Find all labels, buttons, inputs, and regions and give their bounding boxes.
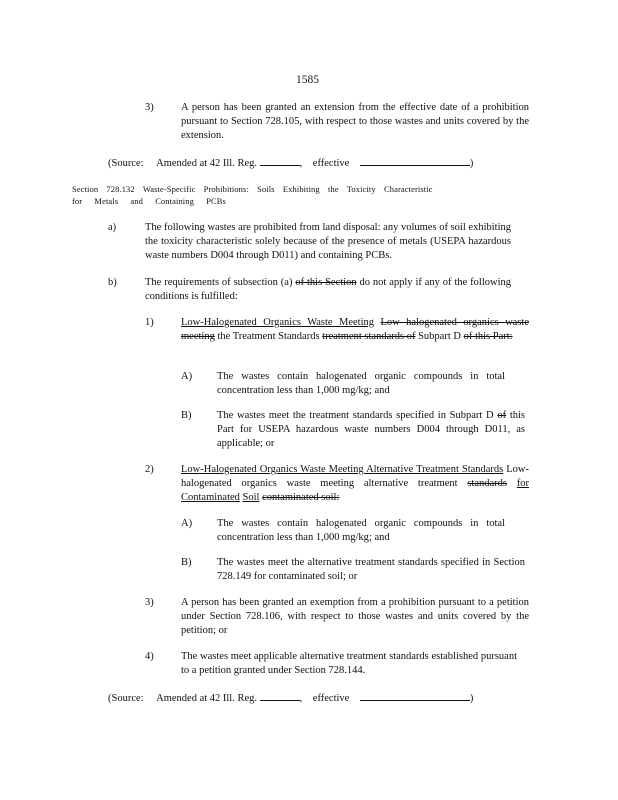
item-number: a) bbox=[108, 222, 117, 233]
item-text bbox=[181, 463, 529, 505]
section-heading-line-2: for Metals and Containing PCBs bbox=[72, 196, 226, 206]
struck-text: Low halogenated organics waste meeting bbox=[181, 317, 530, 342]
struck-text: contaminated soil: bbox=[262, 492, 340, 503]
item-text: A person has been granted an exemption from a prohibition pursuant to a petition under Section 728.106, with respect to those wastes and units covered by the petition; or bbox=[181, 597, 529, 636]
section-heading-line-1: Section 728.132 Waste-Specific Prohibitions: Soils Exhibiting the Toxicity Characteristic bbox=[72, 184, 433, 194]
text-run: the Treatment Standards bbox=[217, 331, 320, 342]
item-text: The wastes meet the alternative treatment standards specified in Section 728.149 for contaminated soil; or bbox=[217, 557, 525, 582]
register-blank[interactable] bbox=[260, 155, 300, 166]
source-effective: effective bbox=[312, 158, 350, 169]
struck-text: of bbox=[497, 410, 507, 421]
underlined-text: Contaminated bbox=[181, 492, 240, 503]
item-number: 2) bbox=[145, 464, 154, 475]
item-number: 3) bbox=[145, 102, 154, 113]
underlined-text: for bbox=[516, 478, 530, 489]
text-run: Low-halogenated organics waste meeting alternative treatment bbox=[181, 464, 529, 489]
source-amended: Amended at 42 Ill. Reg. bbox=[156, 693, 258, 704]
effective-date-blank[interactable] bbox=[360, 690, 470, 701]
item-number: 1) bbox=[145, 317, 154, 328]
source-label: (Source: bbox=[108, 693, 144, 704]
text-run: do not apply if any of the following conditions is fulfilled: bbox=[145, 277, 512, 302]
text-run: The wastes meet the treatment standards specified in Subpart D bbox=[217, 410, 494, 421]
struck-text: of this Section bbox=[295, 277, 357, 288]
register-blank[interactable] bbox=[260, 690, 300, 701]
underlined-text: Soil bbox=[242, 492, 260, 503]
item-number: B) bbox=[181, 410, 192, 421]
item-number: b) bbox=[108, 277, 117, 288]
source-label: (Source: bbox=[108, 158, 144, 169]
item-text: The wastes contain halogenated organic compounds in total concentration less than 1,000 mg/kg; and bbox=[217, 371, 505, 396]
item-text: A person has been granted an extension from the effective date of a prohibition pursuant to Section 728.105, with respect to those wastes and units covered by the extension. bbox=[181, 102, 529, 141]
item-number: A) bbox=[181, 518, 193, 529]
item-text: The following wastes are prohibited from land disposal: any volumes of soil exhibiting the toxicity characteristic solely because of the presence of metals (USEPA hazardous waste numbers D004 through D011) and containing PCBs. bbox=[145, 222, 511, 261]
underlined-text: Low-Halogenated Organics Waste Meeting Alternative Treatment Standards bbox=[181, 464, 504, 475]
item-number: 4) bbox=[145, 651, 154, 662]
struck-text: of this Part: bbox=[463, 331, 513, 342]
item-number: 3) bbox=[145, 597, 154, 608]
item-text bbox=[181, 316, 529, 344]
source-note: (Source: Amended at 42 Ill. Reg. , effective ) bbox=[108, 155, 548, 171]
item-text bbox=[145, 276, 511, 304]
item-number: B) bbox=[181, 557, 192, 568]
source-close: ) bbox=[469, 158, 474, 169]
item-number: A) bbox=[181, 371, 193, 382]
effective-date-blank[interactable] bbox=[360, 155, 470, 166]
source-amended: Amended at 42 Ill. Reg. bbox=[156, 158, 258, 169]
section-heading bbox=[72, 183, 502, 207]
text-run: The requirements of subsection (a) bbox=[145, 277, 293, 288]
source-effective: effective bbox=[312, 693, 350, 704]
item-text: The wastes contain halogenated organic compounds in total concentration less than 1,000 mg/kg; and bbox=[217, 518, 505, 543]
struck-text: standards bbox=[467, 478, 508, 489]
text-run: this Part for USEPA hazardous waste numbers D004 through D011, as applicable; or bbox=[217, 410, 525, 449]
source-close: ) bbox=[469, 693, 474, 704]
text-run: Subpart D bbox=[418, 331, 461, 342]
page-number: 1585 bbox=[296, 74, 319, 86]
underlined-text: Low-Halogenated Organics Waste Meeting bbox=[181, 317, 375, 328]
source-note: (Source: Amended at 42 Ill. Reg. , effective ) bbox=[108, 690, 548, 706]
item-text: The wastes meet applicable alternative treatment standards established pursuant to a petition granted under Section 728.144. bbox=[181, 651, 517, 676]
struck-text: treatment standards of bbox=[322, 331, 416, 342]
item-text bbox=[217, 409, 525, 451]
